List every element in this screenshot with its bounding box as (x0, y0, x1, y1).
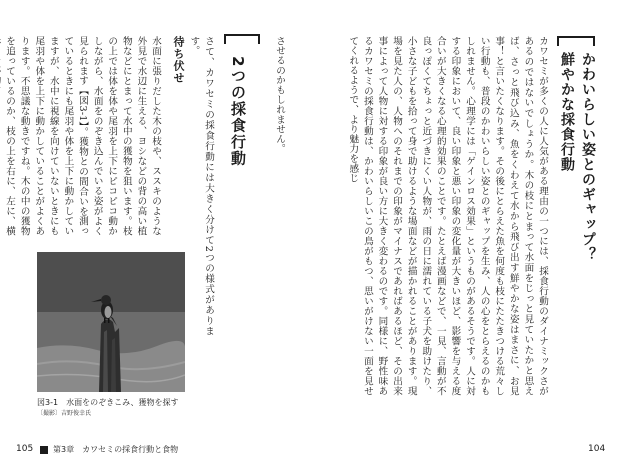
subheading: 待ち伏せ (172, 36, 185, 84)
section-intro: さて、カワセミの採食行動には大きく分けて2つの様式があります。 (188, 36, 214, 336)
article-title-line1: かわいらしい姿とのギャップ？ (580, 52, 596, 262)
subsection-body: 水面に張りだした木の枝や、ススキのような外見で水辺に生える、ヨシなどの背の高い植物などにとまって水中の獲物を狙います。枝の上では体を体や尾羽を上下にピコピコ動かしながら、水面をのぞき込んでいる姿がよく見られます【図3-1】。獲物との間合いを測っているときにも尾羽や体を上下に動かしていますが、水中に視線を向けていないときにも尾羽や体を上下に動かしていることがよくあります。不思議な動きですね。木の中の獲物を追っているのか、枝の上を右に、左に、横 (4, 36, 161, 236)
caption-text: 図3-1 水面をのぞきこみ、獲物を探す (37, 398, 179, 407)
continuation-text: させるのかもしれません。 (274, 36, 285, 154)
article-title-line2: 鮮やかな採食行動 (559, 52, 575, 172)
photo-credit: 〔撮影〕吉野俊幸氏 (37, 410, 92, 417)
chapter-square-icon (40, 446, 48, 454)
kingfisher-photo (37, 252, 185, 392)
section-title: 2つの採食行動 (229, 56, 247, 167)
page-number-left: 105 (16, 444, 34, 454)
article-body: カワセミが多くの人に人気がある理由の一つには、採食行動のダイナミックさがあるのではないでしょうか。木の枝にとまって水面をじっと見ていたかと思えば、さっと飛び込み、魚をくわえて水から飛び出す鮮やかな姿はまさに、お見事！と言いたくなります。その後にとらえた魚を何度も枝にたたきつける荒々しい行動も、普段のかわいらしい姿とのギャップを生み、人の心をとらえるのかもしれません。心理学には「ゲインロス効果」というものがあるそうです。人に対する印象において、良い印象と悪い印象の変化量が大きいほど、影響を与える度合いが大きくなる心理的効果のことです。たとえば漫画などで、一見、言動が不良っぽくてちょっと近づきにくい人物が、雨の日に濡れている子犬を助けたり、小さな子どもを拾って身で助けるような場面などが描かれることがあります。現場を見た人の、人物へのそれまでの印象がマイナスであればあるほど、その出来事によって人物に対する印象が良い方に大きく変わるのです。同様に、野性味あるカワセミの採食行動は、かわいらしいこの鳥がもつ、思いがけない一面を見せてくれるようで、より魅力を感じ (347, 36, 548, 396)
running-header (40, 444, 178, 455)
chapter-title: 第3章 カワセミの採食行動と食物 (53, 445, 179, 454)
section-bracket (224, 34, 260, 44)
title-bracket (557, 36, 595, 46)
figure-caption (37, 397, 179, 419)
page-number-right: 104 (588, 444, 606, 454)
right-page (320, 0, 640, 473)
